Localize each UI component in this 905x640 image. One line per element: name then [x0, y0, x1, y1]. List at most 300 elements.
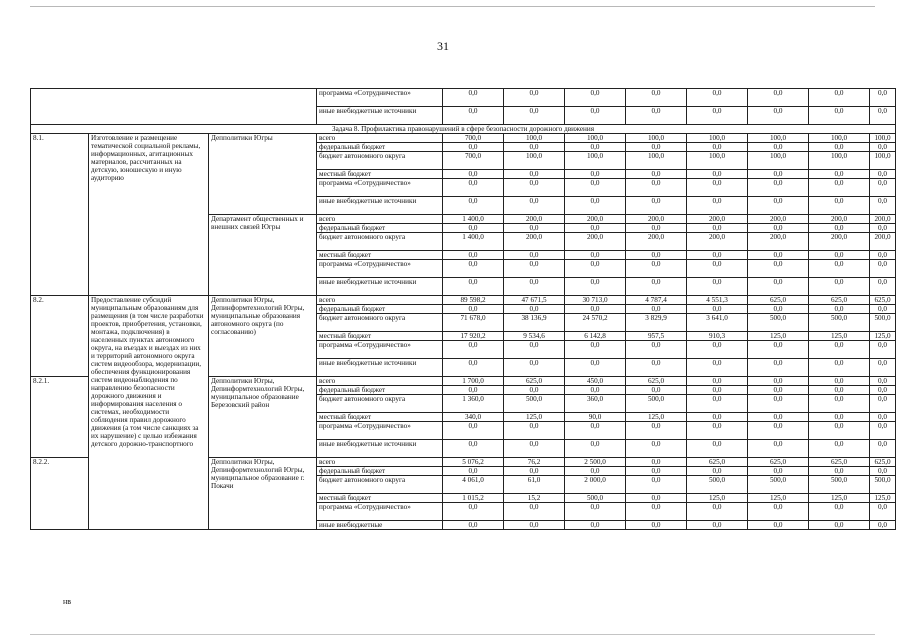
bottom-scan-line — [30, 634, 875, 635]
value-cell: 0,0 — [626, 341, 687, 359]
value-cell: 0,0 — [504, 521, 565, 530]
executor-cell: Департамент общественных и внешних связей Югры — [209, 215, 317, 296]
value-cell: 200,0 — [809, 233, 870, 251]
funding-source-cell: иные внебюджетные — [317, 521, 443, 530]
value-cell: 957,5 — [626, 332, 687, 341]
value-cell: 1 700,0 — [443, 377, 504, 386]
value-cell: 0,0 — [748, 260, 809, 278]
item-number: 8.2. — [31, 296, 89, 377]
value-cell: 100,0 — [687, 134, 748, 143]
value-cell: 71 678,0 — [443, 314, 504, 332]
value-cell: 0,0 — [748, 341, 809, 359]
value-cell: 0,0 — [809, 197, 870, 215]
executor-cell: Депполитики Югры — [209, 134, 317, 215]
value-cell: 0,0 — [626, 458, 687, 467]
value-cell: 200,0 — [626, 233, 687, 251]
value-cell: 0,0 — [748, 305, 809, 314]
value-cell: 38 136,9 — [504, 314, 565, 332]
continued-blank-cell — [31, 89, 317, 125]
value-cell: 910,3 — [687, 332, 748, 341]
value-cell: 0,0 — [443, 143, 504, 152]
task-title: Задача 8. Профилактика правонарушений в сфере безопасности дорожного движения — [31, 125, 896, 134]
value-cell: 200,0 — [870, 215, 896, 224]
value-cell: 0,0 — [443, 440, 504, 458]
value-cell: 100,0 — [748, 134, 809, 143]
value-cell: 500,0 — [870, 476, 896, 494]
value-cell: 0,0 — [626, 224, 687, 233]
value-cell: 0,0 — [687, 359, 748, 377]
value-cell: 125,0 — [748, 494, 809, 503]
value-cell: 0,0 — [809, 521, 870, 530]
value-cell: 0,0 — [565, 359, 626, 377]
value-cell: 0,0 — [443, 89, 504, 107]
value-cell: 0,0 — [870, 107, 896, 125]
value-cell: 0,0 — [748, 467, 809, 476]
funding-source-cell: всего — [317, 215, 443, 224]
value-cell: 76,2 — [504, 458, 565, 467]
value-cell: 0,0 — [443, 467, 504, 476]
value-cell: 4 787,4 — [626, 296, 687, 305]
value-cell: 0,0 — [809, 89, 870, 107]
value-cell: 0,0 — [748, 278, 809, 296]
value-cell: 0,0 — [687, 278, 748, 296]
value-cell: 0,0 — [687, 395, 748, 413]
value-cell: 0,0 — [687, 467, 748, 476]
value-cell: 0,0 — [443, 341, 504, 359]
funding-source-cell: федеральный бюджет — [317, 467, 443, 476]
value-cell: 0,0 — [687, 179, 748, 197]
value-cell: 0,0 — [626, 494, 687, 503]
value-cell: 0,0 — [565, 503, 626, 521]
value-cell: 0,0 — [870, 278, 896, 296]
value-cell: 625,0 — [687, 458, 748, 467]
value-cell: 0,0 — [870, 386, 896, 395]
value-cell: 0,0 — [687, 107, 748, 125]
value-cell: 0,0 — [687, 305, 748, 314]
value-cell: 0,0 — [626, 143, 687, 152]
value-cell: 625,0 — [870, 296, 896, 305]
value-cell: 0,0 — [626, 305, 687, 314]
value-cell: 0,0 — [443, 251, 504, 260]
value-cell: 0,0 — [504, 503, 565, 521]
value-cell: 200,0 — [870, 233, 896, 251]
value-cell: 125,0 — [504, 413, 565, 422]
item-number: 8.2.1. — [31, 377, 89, 458]
table-row — [31, 89, 896, 107]
value-cell: 17 920,2 — [443, 332, 504, 341]
value-cell: 0,0 — [626, 278, 687, 296]
funding-source-cell: местный бюджет — [317, 251, 443, 260]
value-cell: 0,0 — [809, 440, 870, 458]
value-cell: 0,0 — [748, 224, 809, 233]
value-cell: 0,0 — [687, 377, 748, 386]
value-cell: 1 400,0 — [443, 215, 504, 224]
value-cell: 0,0 — [443, 521, 504, 530]
funding-source-cell: бюджет автономного округа — [317, 152, 443, 170]
executor-cell: Депполитики Югры, Депинформтехнологий Югры, муниципальное образование Березовский район — [209, 377, 317, 458]
funding-source-cell: федеральный бюджет — [317, 305, 443, 314]
value-cell: 0,0 — [748, 179, 809, 197]
footer-mark: нв — [63, 597, 72, 606]
funding-source-cell: местный бюджет — [317, 413, 443, 422]
funding-source-cell: бюджет автономного округа — [317, 476, 443, 494]
value-cell: 0,0 — [443, 170, 504, 179]
value-cell: 9 534,6 — [504, 332, 565, 341]
value-cell: 89 598,2 — [443, 296, 504, 305]
value-cell: 0,0 — [443, 224, 504, 233]
value-cell: 0,0 — [565, 224, 626, 233]
page-number: 31 — [437, 39, 449, 53]
value-cell: 0,0 — [809, 422, 870, 440]
value-cell: 0,0 — [809, 503, 870, 521]
value-cell: 100,0 — [565, 134, 626, 143]
funding-source-cell: программа «Сотрудничество» — [317, 341, 443, 359]
value-cell: 0,0 — [748, 251, 809, 260]
value-cell: 0,0 — [626, 386, 687, 395]
value-cell: 0,0 — [565, 170, 626, 179]
value-cell: 125,0 — [870, 332, 896, 341]
value-cell: 0,0 — [504, 467, 565, 476]
value-cell: 0,0 — [809, 359, 870, 377]
funding-source-cell: бюджет автономного округа — [317, 314, 443, 332]
value-cell: 200,0 — [687, 233, 748, 251]
value-cell: 0,0 — [626, 107, 687, 125]
funding-source-cell: федеральный бюджет — [317, 386, 443, 395]
value-cell: 200,0 — [504, 215, 565, 224]
value-cell: 0,0 — [443, 179, 504, 197]
value-cell: 0,0 — [687, 422, 748, 440]
value-cell: 625,0 — [748, 458, 809, 467]
value-cell: 0,0 — [870, 179, 896, 197]
value-cell: 0,0 — [626, 260, 687, 278]
funding-source-cell: программа «Сотрудничество» — [317, 260, 443, 278]
value-cell: 200,0 — [565, 233, 626, 251]
value-cell: 0,0 — [687, 413, 748, 422]
value-cell: 0,0 — [748, 143, 809, 152]
funding-source-cell: местный бюджет — [317, 170, 443, 179]
value-cell: 0,0 — [565, 197, 626, 215]
funding-source-cell: федеральный бюджет — [317, 224, 443, 233]
value-cell: 0,0 — [626, 251, 687, 260]
value-cell: 0,0 — [565, 278, 626, 296]
value-cell: 0,0 — [504, 143, 565, 152]
value-cell: 0,0 — [870, 143, 896, 152]
value-cell: 0,0 — [809, 170, 870, 179]
value-cell: 0,0 — [809, 413, 870, 422]
value-cell: 0,0 — [748, 440, 809, 458]
value-cell: 360,0 — [565, 395, 626, 413]
value-cell: 500,0 — [870, 314, 896, 332]
executor-cell: Депполитики Югры, Депинформтехнологий Югры, муниципальные образования автономного округа (по согласованию) — [209, 296, 317, 377]
value-cell: 0,0 — [687, 143, 748, 152]
funding-source-cell: бюджет автономного округа — [317, 395, 443, 413]
value-cell: 6 142,8 — [565, 332, 626, 341]
value-cell: 0,0 — [748, 107, 809, 125]
value-cell: 500,0 — [504, 395, 565, 413]
funding-source-cell: местный бюджет — [317, 332, 443, 341]
value-cell: 3 829,9 — [626, 314, 687, 332]
value-cell: 0,0 — [809, 107, 870, 125]
value-cell: 5 076,2 — [443, 458, 504, 467]
value-cell: 0,0 — [748, 170, 809, 179]
value-cell: 0,0 — [626, 170, 687, 179]
value-cell: 625,0 — [626, 377, 687, 386]
funding-source-cell: местный бюджет — [317, 494, 443, 503]
funding-source-cell: программа «Сотрудничество» — [317, 179, 443, 197]
value-cell: 450,0 — [565, 377, 626, 386]
value-cell: 0,0 — [870, 359, 896, 377]
funding-source-cell: федеральный бюджет — [317, 143, 443, 152]
value-cell: 500,0 — [809, 476, 870, 494]
value-cell: 100,0 — [748, 152, 809, 170]
value-cell: 0,0 — [748, 503, 809, 521]
executor-cell: Депполитики Югры, Депинформтехнологий Югры, муниципальное образование г. Покачи — [209, 458, 317, 530]
value-cell: 200,0 — [748, 215, 809, 224]
value-cell: 0,0 — [809, 251, 870, 260]
value-cell: 0,0 — [565, 107, 626, 125]
value-cell: 0,0 — [443, 359, 504, 377]
value-cell: 0,0 — [870, 305, 896, 314]
value-cell: 0,0 — [870, 224, 896, 233]
table-row — [31, 134, 896, 143]
value-cell: 625,0 — [809, 296, 870, 305]
value-cell: 0,0 — [504, 422, 565, 440]
value-cell: 0,0 — [565, 440, 626, 458]
value-cell: 0,0 — [870, 395, 896, 413]
value-cell: 2 500,0 — [565, 458, 626, 467]
value-cell: 0,0 — [870, 170, 896, 179]
value-cell: 15,2 — [504, 494, 565, 503]
value-cell: 0,0 — [504, 179, 565, 197]
value-cell: 0,0 — [748, 395, 809, 413]
value-cell: 0,0 — [870, 467, 896, 476]
value-cell: 0,0 — [809, 386, 870, 395]
value-cell: 2 000,0 — [565, 476, 626, 494]
value-cell: 340,0 — [443, 413, 504, 422]
value-cell: 0,0 — [626, 197, 687, 215]
value-cell: 200,0 — [565, 215, 626, 224]
value-cell: 200,0 — [626, 215, 687, 224]
value-cell: 61,0 — [504, 476, 565, 494]
value-cell: 0,0 — [504, 197, 565, 215]
value-cell: 0,0 — [626, 440, 687, 458]
value-cell: 0,0 — [504, 170, 565, 179]
value-cell: 0,0 — [443, 278, 504, 296]
value-cell: 0,0 — [504, 260, 565, 278]
value-cell: 0,0 — [504, 440, 565, 458]
value-cell: 500,0 — [626, 395, 687, 413]
value-cell: 125,0 — [809, 332, 870, 341]
value-cell: 100,0 — [809, 152, 870, 170]
value-cell: 24 570,2 — [565, 314, 626, 332]
value-cell: 700,0 — [443, 134, 504, 143]
value-cell: 0,0 — [504, 341, 565, 359]
value-cell: 0,0 — [626, 179, 687, 197]
funding-source-cell: программа «Сотрудничество» — [317, 89, 443, 107]
funding-source-cell: иные внебюджетные источники — [317, 278, 443, 296]
value-cell: 625,0 — [748, 296, 809, 305]
value-cell: 0,0 — [870, 260, 896, 278]
value-cell: 625,0 — [809, 458, 870, 467]
value-cell: 0,0 — [687, 341, 748, 359]
value-cell: 0,0 — [870, 197, 896, 215]
value-cell: 0,0 — [809, 305, 870, 314]
value-cell: 0,0 — [870, 422, 896, 440]
value-cell: 0,0 — [809, 395, 870, 413]
value-cell: 200,0 — [504, 233, 565, 251]
value-cell: 0,0 — [443, 422, 504, 440]
value-cell: 0,0 — [626, 521, 687, 530]
value-cell: 0,0 — [870, 503, 896, 521]
value-cell: 0,0 — [504, 251, 565, 260]
value-cell: 0,0 — [504, 224, 565, 233]
value-cell: 0,0 — [565, 521, 626, 530]
value-cell: 0,0 — [748, 359, 809, 377]
value-cell: 0,0 — [687, 260, 748, 278]
value-cell: 0,0 — [687, 170, 748, 179]
funding-source-cell: бюджет автономного округа — [317, 233, 443, 251]
funding-source-cell: иные внебюджетные источники — [317, 440, 443, 458]
value-cell: 0,0 — [809, 377, 870, 386]
value-cell: 100,0 — [626, 152, 687, 170]
value-cell: 0,0 — [504, 278, 565, 296]
value-cell: 0,0 — [443, 305, 504, 314]
value-cell: 0,0 — [870, 377, 896, 386]
value-cell: 0,0 — [626, 476, 687, 494]
value-cell: 0,0 — [748, 521, 809, 530]
value-cell: 4 551,3 — [687, 296, 748, 305]
value-cell: 0,0 — [870, 89, 896, 107]
value-cell: 0,0 — [565, 386, 626, 395]
value-cell: 4 061,0 — [443, 476, 504, 494]
funding-source-cell: всего — [317, 134, 443, 143]
value-cell: 0,0 — [687, 89, 748, 107]
value-cell: 0,0 — [687, 251, 748, 260]
value-cell: 125,0 — [626, 413, 687, 422]
value-cell: 0,0 — [565, 467, 626, 476]
value-cell: 0,0 — [748, 422, 809, 440]
value-cell: 100,0 — [626, 134, 687, 143]
value-cell: 0,0 — [565, 305, 626, 314]
value-cell: 0,0 — [687, 197, 748, 215]
value-cell: 0,0 — [626, 467, 687, 476]
value-cell: 100,0 — [565, 152, 626, 170]
value-cell: 1 360,0 — [443, 395, 504, 413]
value-cell: 0,0 — [748, 377, 809, 386]
value-cell: 0,0 — [565, 143, 626, 152]
value-cell: 30 713,0 — [565, 296, 626, 305]
value-cell: 0,0 — [626, 503, 687, 521]
value-cell: 0,0 — [870, 341, 896, 359]
value-cell: 700,0 — [443, 152, 504, 170]
value-cell: 100,0 — [809, 134, 870, 143]
item-name: Предоставление субсидий муниципальным образованиям для размещения (в том числе разработки проектов, приобретения, установки, монтажа, подключения) в населенных пунктах автономного округа, на въездах и выездах из них и территорий автономного округа систем видеообзора, модернизации, обеспечения функционирования систем видеонаблюдения по направлению безопасности дорожного движения и информирования населения о системах, необходимости соблюдения правил дорожного движения (а том числе санкциях за их нарушение) с целью избежания детского дорожно-транспортного — [89, 296, 209, 530]
value-cell: 100,0 — [504, 134, 565, 143]
funding-source-cell: иные внебюджетные источники — [317, 197, 443, 215]
value-cell: 0,0 — [687, 440, 748, 458]
top-scan-line — [30, 6, 875, 7]
value-cell: 200,0 — [748, 233, 809, 251]
value-cell: 100,0 — [870, 152, 896, 170]
value-cell: 500,0 — [687, 476, 748, 494]
value-cell: 500,0 — [565, 494, 626, 503]
funding-source-cell: всего — [317, 296, 443, 305]
table-row — [31, 296, 896, 305]
funding-source-cell: программа «Сотрудничество» — [317, 503, 443, 521]
value-cell: 0,0 — [870, 251, 896, 260]
value-cell: 125,0 — [748, 332, 809, 341]
item-number: 8.1. — [31, 134, 89, 296]
value-cell: 1 015,2 — [443, 494, 504, 503]
value-cell: 0,0 — [748, 89, 809, 107]
value-cell: 0,0 — [443, 260, 504, 278]
value-cell: 0,0 — [870, 413, 896, 422]
value-cell: 0,0 — [687, 386, 748, 395]
value-cell: 0,0 — [870, 521, 896, 530]
value-cell: 0,0 — [809, 467, 870, 476]
value-cell: 100,0 — [870, 134, 896, 143]
funding-source-cell: иные внебюджетные источники — [317, 359, 443, 377]
value-cell: 0,0 — [809, 341, 870, 359]
value-cell: 0,0 — [687, 224, 748, 233]
budget-table — [30, 88, 896, 530]
funding-source-cell: всего — [317, 377, 443, 386]
value-cell: 500,0 — [748, 476, 809, 494]
task-title-row — [31, 125, 896, 134]
value-cell: 0,0 — [748, 197, 809, 215]
value-cell: 0,0 — [565, 179, 626, 197]
value-cell: 47 671,5 — [504, 296, 565, 305]
value-cell: 0,0 — [565, 422, 626, 440]
value-cell: 0,0 — [443, 503, 504, 521]
value-cell: 0,0 — [748, 413, 809, 422]
value-cell: 500,0 — [748, 314, 809, 332]
value-cell: 625,0 — [504, 377, 565, 386]
funding-source-cell: всего — [317, 458, 443, 467]
value-cell: 0,0 — [809, 179, 870, 197]
value-cell: 0,0 — [748, 386, 809, 395]
value-cell: 0,0 — [504, 359, 565, 377]
value-cell: 0,0 — [565, 89, 626, 107]
value-cell: 0,0 — [565, 341, 626, 359]
value-cell: 200,0 — [809, 215, 870, 224]
value-cell: 0,0 — [809, 260, 870, 278]
value-cell: 0,0 — [626, 422, 687, 440]
value-cell: 1 400,0 — [443, 233, 504, 251]
item-name: Изготовление и размещение тематической социальной рекламы, информационных, агитационных материалов, рассчитанных на детскую, юношескую и иную аудиторию — [89, 134, 209, 296]
value-cell: 0,0 — [565, 260, 626, 278]
value-cell: 100,0 — [687, 152, 748, 170]
value-cell: 0,0 — [687, 521, 748, 530]
value-cell: 500,0 — [809, 314, 870, 332]
funding-source-cell: программа «Сотрудничество» — [317, 422, 443, 440]
value-cell: 0,0 — [504, 305, 565, 314]
value-cell: 125,0 — [687, 494, 748, 503]
value-cell: 0,0 — [504, 89, 565, 107]
value-cell: 90,0 — [565, 413, 626, 422]
value-cell: 125,0 — [870, 494, 896, 503]
value-cell: 0,0 — [443, 197, 504, 215]
value-cell: 0,0 — [443, 107, 504, 125]
value-cell: 0,0 — [809, 143, 870, 152]
value-cell: 0,0 — [809, 278, 870, 296]
value-cell: 0,0 — [504, 386, 565, 395]
value-cell: 0,0 — [504, 107, 565, 125]
value-cell: 3 641,0 — [687, 314, 748, 332]
value-cell: 0,0 — [870, 440, 896, 458]
funding-source-cell: иные внебюджетные источники — [317, 107, 443, 125]
value-cell: 0,0 — [687, 503, 748, 521]
